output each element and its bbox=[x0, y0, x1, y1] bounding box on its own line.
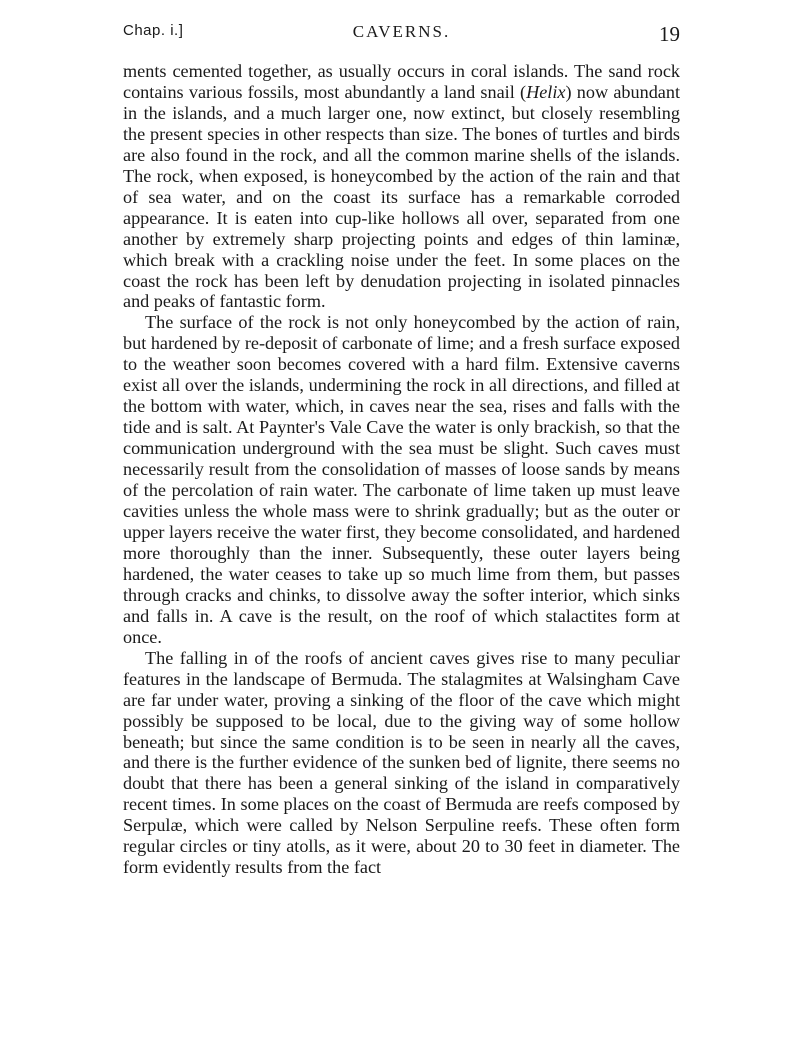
paragraph-2: The surface of the rock is not only honeycombed by the action of rain, but hardened by re-deposit of carbonate of lime; and a fresh surface exposed to the weather soon becomes covered with a hard film. Extensive caverns exist all over the islands, undermining the rock in all directions, and filled at the bottom with water, which, in caves near the sea, rises and falls with the tide and is salt. At Paynter's Vale Cave the water is only brackish, so that the communication underground with the sea must be slight. Such caves must necessarily result from the consolidation of masses of loose sands by means of the percolation of rain water. The carbonate of lime taken up must leave cavities unless the whole mass were to shrink gradually; but as the outer or upper layers receive the water first, they become consolidated, and hardened more thoroughly than the inner. Subsequently, these outer layers being hardened, the water ceases to take up so much lime from them, but passes through cracks and chinks, to dissolve away the softer interior, which sinks and falls in. A cave is the result, on the roof of which stalactites form at once. bbox=[123, 312, 680, 647]
running-header bbox=[123, 20, 680, 46]
page-number: 19 bbox=[659, 22, 680, 46]
body-text bbox=[123, 61, 680, 878]
paragraph-3: The falling in of the roofs of ancient caves gives rise to many peculiar features in the landscape of Bermuda. The stalagmites at Walsingham Cave are far under water, proving a sinking of the floor of the cave which might possibly be supposed to be local, due to the giving way of some hollow beneath; but since the same condition is to be seen in nearly all the caves, and there is the further evidence of the sunken bed of lignite, there seems no doubt that there has been a general sinking of the island in comparatively recent times. In some places on the coast of Bermuda are reefs composed by Serpulæ, which were called by Nelson Serpuline reefs. These often form regular circles or tiny atolls, as it were, about 20 to 30 feet in diameter. The form evidently results from the fact bbox=[123, 647, 680, 878]
running-title: CAVERNS. bbox=[352, 22, 451, 41]
chapter-label: Chap. i.] bbox=[123, 22, 184, 39]
paragraph-1-rest: ) now abundant in the islands, and a much larger one, now extinct, but closely resembling the present species in other respects than size. The bones of turtles and birds are also found in the rock, and all the common marine shells of the islands. The rock, when exposed, is honeycombed by the action of the rain and that of sea water, and on the coast its surface has a remarkable corroded appearance. It is eaten into cup-like hollows all over, separated from one another by extremely sharp projecting points and edges of thin laminæ, which break with a crackling noise under the feet. In some places on the coast the rock has been left by denudation projecting in isolated pinnacles and peaks of fantastic form. bbox=[123, 81, 681, 312]
paragraph-1-start: ments cemented together, as usually occurs in coral islands. The sand rock contains various fossils, most abundantly a land snail ( bbox=[123, 61, 680, 102]
italic-term-helix: Helix bbox=[526, 81, 566, 102]
paragraph-1 bbox=[123, 61, 680, 312]
